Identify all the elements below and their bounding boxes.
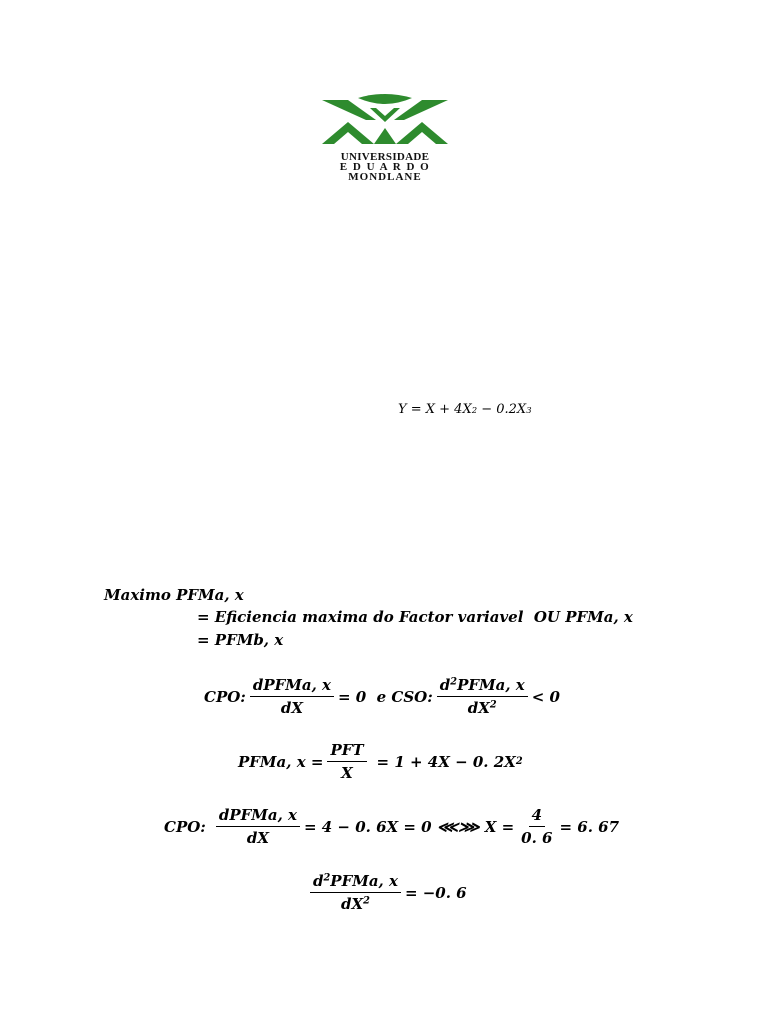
production-function: Y = X + 4X 2 − 0.2X 3	[398, 402, 532, 417]
logo-text-line2: E D U A R D O	[339, 161, 431, 173]
first-order-denominator: dX	[246, 829, 269, 847]
second-order-equation	[306, 872, 467, 913]
average-product-equation: PFMa, x = $\frac{\text{PFT}}{X}$ = 1 + 4X − 0. 2X 2	[238, 741, 523, 782]
second-order-numerator: $d^2PFMa$, x	[310, 872, 401, 893]
cpo-denominator: dX	[280, 699, 303, 717]
cso-numerator: $d^2PFMa$, x	[437, 676, 528, 697]
cso-denominator: $dX^2$	[467, 699, 497, 717]
production-rhs: X + 4X	[425, 402, 472, 417]
first-order-label: CPO:	[164, 817, 206, 836]
logo-emblem-icon	[318, 94, 452, 146]
cso-fraction	[437, 676, 528, 717]
conditions-equation	[204, 676, 560, 717]
logo-text-line3: MONDLANE	[348, 171, 422, 183]
average-product-numerator: PFT	[327, 741, 366, 762]
cso-rhs: < 0	[531, 687, 560, 706]
definition-line1: Maximo PFMa, x	[104, 586, 244, 604]
definition-line2: = Eficiencia maxima do Factor variavel OU PFMa, x	[197, 608, 633, 626]
second-order-fraction	[310, 872, 401, 913]
cpo-label: CPO:	[204, 687, 246, 706]
average-product-fraction	[327, 741, 366, 782]
average-product-denominator: X	[341, 764, 353, 782]
cpo-numerator: dPFMa, x	[250, 676, 334, 697]
first-order-result: = 6. 67	[559, 817, 620, 836]
second-order-result: = −0. 6	[404, 883, 467, 902]
first-order-numerator: dPFMa, x	[216, 806, 300, 827]
cpo-rhs: = 0 e CSO:	[337, 687, 433, 706]
average-product-rhs: = 1 + 4X − 0. 2X	[376, 752, 516, 771]
average-product-lhs: PFMa, x =	[238, 752, 324, 771]
logo-text-line1: UNIVERSIDADE	[340, 151, 430, 163]
first-order-equation	[164, 806, 619, 847]
first-order-solution-fraction	[518, 806, 555, 847]
first-order-solution-numerator: 4	[529, 806, 545, 827]
first-order-fraction	[216, 806, 300, 847]
cpo-fraction	[250, 676, 334, 717]
production-lhs: Y	[398, 402, 407, 417]
second-order-denominator: $dX^2$	[341, 895, 370, 913]
definition-line3: = PFMb, x	[197, 631, 284, 649]
first-order-mid: = 4 − 0. 6X = 0 ⋘⋙ X =	[303, 817, 515, 836]
production-rhs2: − 0.2X	[477, 402, 527, 417]
university-logo	[318, 94, 452, 184]
first-order-solution-denominator: 0. 6	[521, 829, 553, 847]
